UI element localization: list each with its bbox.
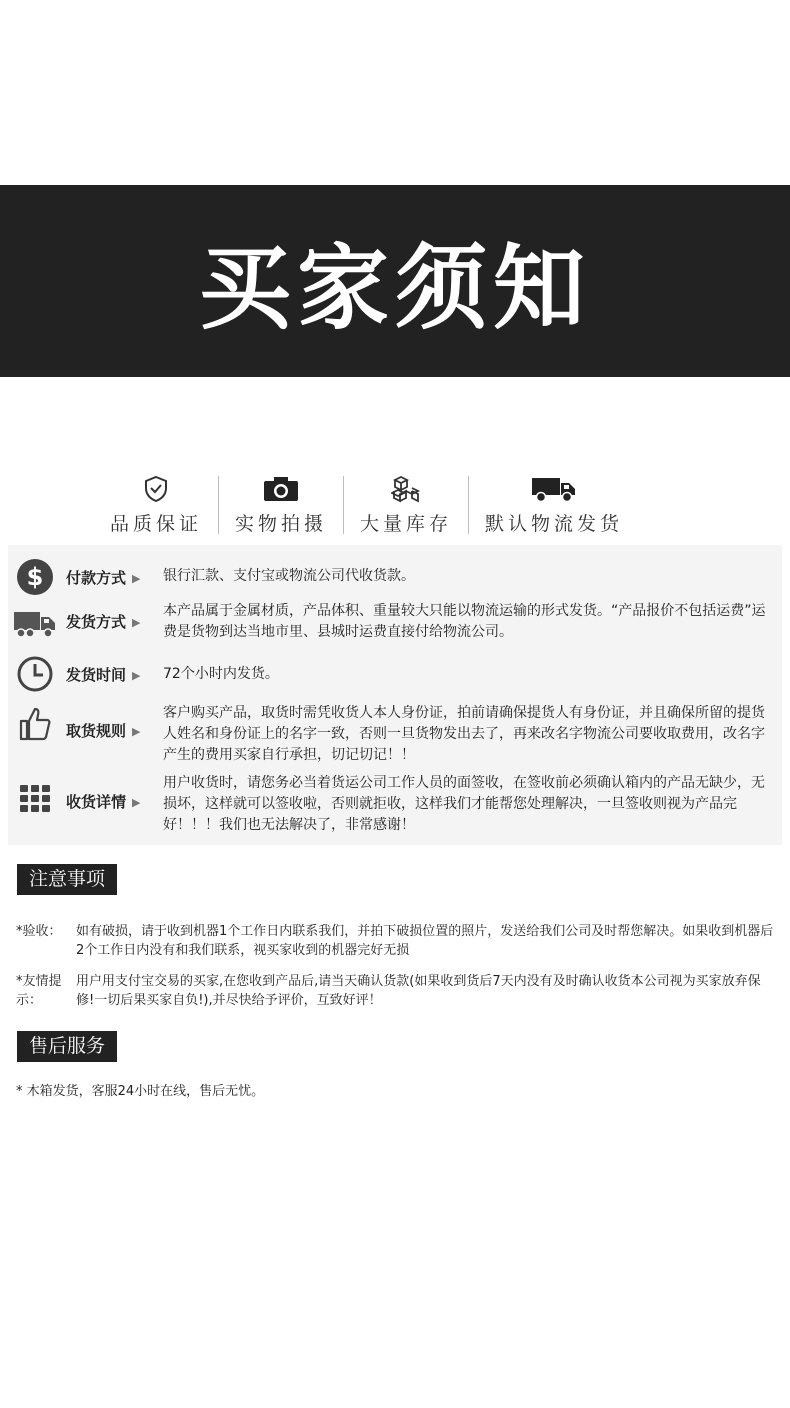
caret-right-icon: ▶ [132, 572, 141, 585]
dollar-coin-icon [12, 555, 58, 599]
shield-check-icon [143, 474, 169, 504]
notice-text: 用户用支付宝交易的买家,在您收到产品后,请当天确认货款(如果收到货后7天内没有及时确认收货本公司视为买家放弃保修!一切后果买家自负!),并尽快给予评价，互致好评！ [76, 974, 761, 1008]
feature-label: 默认物流发货 [485, 513, 624, 535]
notice-item-inspection [16, 922, 781, 962]
feature-label: 大量库存 [360, 513, 453, 535]
info-label-text: 收货详情 [66, 793, 127, 811]
notice-text: 如有破损，请于收到机器1个工作日内联系我们，并拍下破损位置的照片，发送给我们公司及时帮您解决。如果收到机器后2个工作日内没有和我们联系，视买家收到的机器完好无损 [76, 924, 774, 958]
info-label-text: 发货时间 [66, 666, 127, 684]
boxes-icon [391, 474, 421, 504]
feature-label: 实物拍摄 [235, 513, 328, 535]
after-sales-text: * 木箱发货，客服24小时在线，售后无忧。 [16, 1084, 265, 1099]
info-text: 本产品属于金属材质，产品体积、重量较大只能以物流运输的形式发货。“产品报价不包括运费”运费是货物到达当地市里、县城时运费直接付给物流公司。 [163, 603, 766, 640]
info-label [66, 664, 140, 685]
caret-right-icon: ▶ [132, 669, 141, 682]
info-label [66, 611, 140, 632]
feature-stock [360, 472, 452, 538]
info-label [66, 791, 140, 812]
info-text: 72个小时内发货。 [163, 666, 279, 682]
info-label [66, 720, 140, 741]
notice-label: *验收： [16, 924, 62, 939]
info-label-text: 发货方式 [66, 613, 127, 631]
caret-right-icon: ▶ [132, 616, 141, 629]
divider [218, 476, 219, 534]
feature-label: 品质保证 [110, 513, 203, 535]
grid-icon [12, 777, 58, 821]
info-label [66, 567, 140, 588]
feature-photos [235, 472, 327, 538]
feature-shipping [485, 472, 623, 538]
feature-quality [110, 472, 202, 538]
feature-strip [110, 472, 700, 538]
delivery-truck-icon [12, 602, 58, 646]
notice-item-reminder [16, 972, 781, 1012]
info-label-text: 取货规则 [66, 722, 127, 740]
info-text: 银行汇款、支付宝或物流公司代收货款。 [163, 568, 415, 584]
clock-icon [12, 652, 58, 696]
info-text: 客户购买产品，取货时需凭收货人本人身份证，拍前请确保提货人有身份证，并且确保所留的提货人姓名和身份证上的名字一致，否则一旦货物发出去了，再来改名字物流公司要收取费用，改名字产生的费用买家自行承担，切记切记！！ [163, 705, 765, 763]
svg-text:$: $ [26, 563, 44, 591]
notice-heading: 注意事项 [17, 864, 117, 895]
caret-right-icon: ▶ [132, 796, 141, 809]
divider [468, 476, 469, 534]
thumbs-up-icon [12, 702, 58, 746]
page-title: 买家须知 [198, 235, 591, 342]
caret-right-icon: ▶ [132, 725, 141, 738]
info-text: 用户收货时，请您务必当着货运公司工作人员的面签收，在签收前必须确认箱内的产品无缺少，无损坏，这样就可以签收啦，否则就拒收，这样我们才能帮您处理解决，一旦签收则视为产品完好！！！我们也无法解决了，非常感谢！ [163, 775, 765, 833]
header-banner [0, 185, 790, 377]
after-sales-heading: 售后服务 [17, 1031, 117, 1062]
notice-label: *友情提示： [16, 974, 62, 1008]
info-label-text: 付款方式 [66, 569, 127, 587]
camera-icon [262, 474, 300, 504]
divider [343, 476, 344, 534]
purchase-info-panel [8, 545, 782, 845]
truck-icon [531, 474, 577, 504]
